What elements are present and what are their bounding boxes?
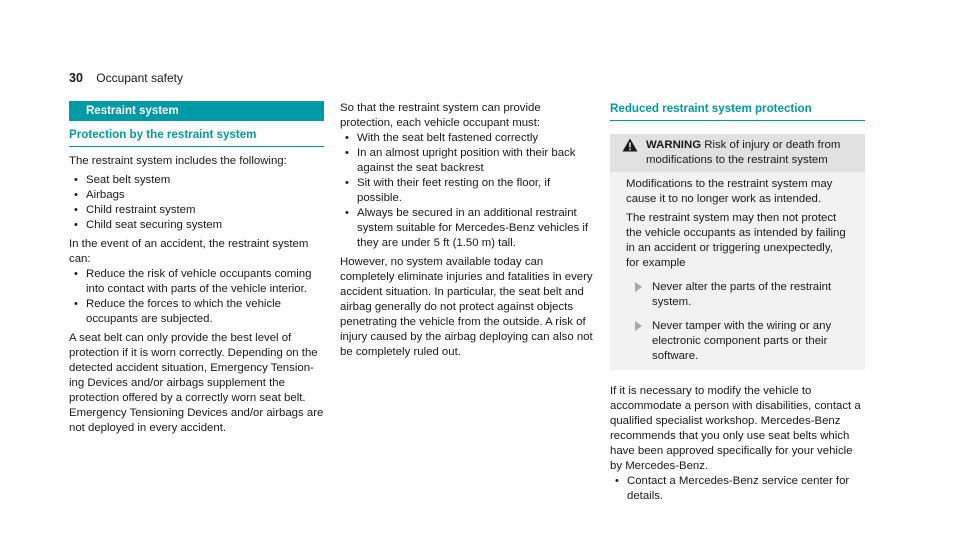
list-item (626, 280, 849, 310)
section-title-bar: Restraint system (69, 101, 324, 121)
event-list (69, 267, 324, 327)
section-name: Occupant safety (96, 71, 183, 85)
warning-paragraph-2: The restraint system may then not protect the vehicle occupants as intended by failing in an accident or triggering unexpectedly, for example (626, 212, 846, 269)
warning-box (610, 134, 865, 370)
list-item (626, 319, 849, 364)
page-header (69, 71, 183, 85)
warning-instructions-list (626, 280, 849, 364)
protection-subheading: Protection by the restraint system (69, 127, 324, 147)
list-item: • Airbags (69, 188, 324, 203)
warning-paragraph-1: Modifications to the restraint system may cause it to no longer work as intended. (626, 178, 833, 205)
arrow-right-icon (635, 282, 642, 292)
warning-body (610, 172, 865, 364)
seat-belt-paragraph: A seat belt can only provide the best level of protection if it is worn correctly. Depending on the detected accident situation, Emergency Tension-ing Devices and/or airbags supplement the protection offered by a correctly worn seat belt. Emergency Tensioning Devices and/or airbags are not deployed in every accident. (69, 332, 324, 434)
list-item: • Child seat securing system (69, 218, 324, 233)
column-2 (340, 101, 595, 360)
however-paragraph: However, no system available today can completely eliminate injuries and fatalities in every accident situation. In particular, the seat belt and airbag generally do not protect against objects penetrating the vehicle from the outside. A risk of injury caused by the airbag deploying can also not be completely ruled out. (340, 256, 593, 358)
list-item: • Contact a Mercedes-Benz service center for details. (610, 474, 865, 504)
list-item: • Reduce the risk of vehicle occupants coming into contact with parts of the vehicle interior. (69, 267, 324, 297)
list-item: • Child restraint system (69, 203, 324, 218)
instruction-text: Never tamper with the wiring or any electronic component parts or their software. (652, 320, 832, 362)
page-number: 30 (69, 71, 83, 85)
intro-text: The restraint system includes the following: (69, 155, 287, 167)
list-item: • Reduce the forces to which the vehicle occupants are subjected. (69, 297, 324, 327)
list-item: • In an almost upright position with their back against the seat backrest (340, 146, 595, 176)
warning-triangle-icon (622, 138, 638, 152)
reduced-protection-subheading: Reduced restraint system protection (610, 101, 865, 121)
warning-title: Risk of injury or death from modifications to the restraint system (646, 139, 841, 166)
contact-list (610, 474, 865, 504)
modify-paragraph: If it is necessary to modify the vehicle to accommodate a person with disabilities, contact a qualified specialist workshop. Mercedes-Benz recommends that you only use seat belts which have been approved specifically for your vehicle by Mercedes-Benz. (610, 385, 861, 472)
instruction-text: Never alter the parts of the restraint system. (652, 281, 832, 308)
warning-label: WARNING (646, 139, 702, 151)
occupant-requirements-list (340, 131, 595, 251)
arrow-right-icon (635, 321, 642, 331)
event-intro-text: In the event of an accident, the restraint system can: (69, 238, 309, 265)
list-item: • Sit with their feet resting on the floor, if possible. (340, 176, 595, 206)
column-3 (610, 101, 865, 504)
warning-header (610, 134, 865, 172)
column-1 (69, 101, 324, 436)
list-item: • Always be secured in an additional restraint system suitable for Mercedes-Benz vehicles if they are under 5 ft (1.50 m) tall. (340, 206, 595, 251)
occupant-intro-text: So that the restraint system can provide protection, each vehicle occupant must: (340, 102, 541, 129)
components-list (69, 173, 324, 233)
list-item: • With the seat belt fastened correctly (340, 131, 595, 146)
list-item: • Seat belt system (69, 173, 324, 188)
